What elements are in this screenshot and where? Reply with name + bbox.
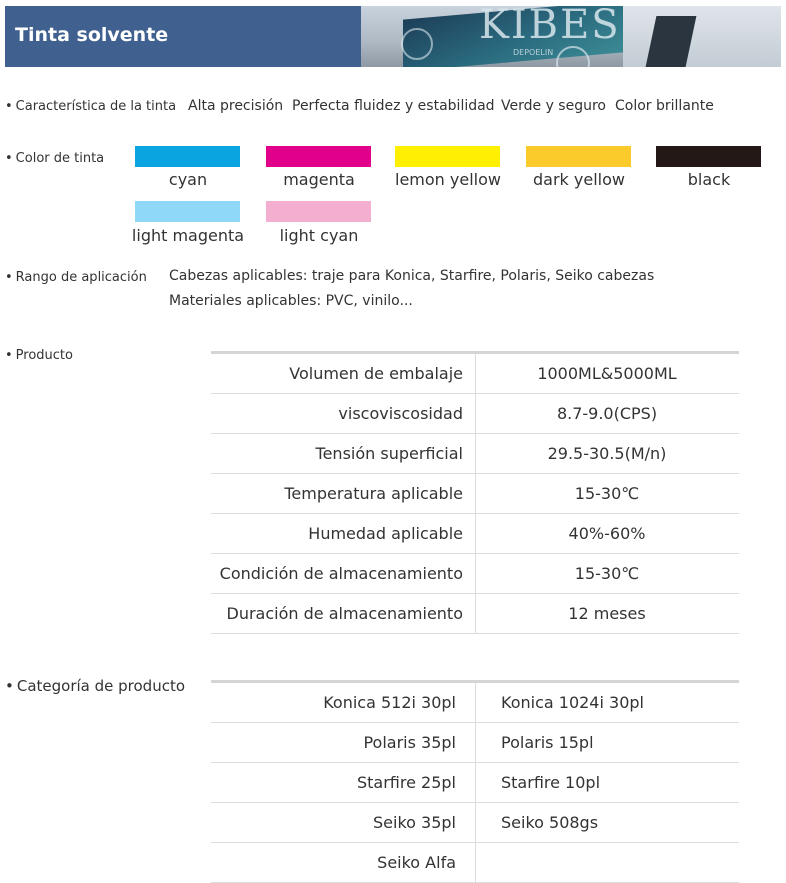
header-banner [5, 6, 781, 67]
category-item: Seiko 508gs [501, 813, 599, 832]
category-label: • Categoría de producto [5, 677, 186, 695]
table-row [211, 394, 739, 434]
application-label: • Rango de aplicación [5, 270, 147, 285]
spec-value: 15-30℃ [574, 484, 640, 503]
billboard-subtext: DEPOELIN [513, 48, 554, 57]
table-row [211, 803, 739, 843]
color-swatch [135, 146, 240, 167]
column-divider [475, 683, 476, 722]
table-row [211, 763, 739, 803]
column-divider [475, 803, 476, 842]
color-swatch-label: magenta [283, 170, 355, 189]
table-row [211, 434, 739, 474]
spec-value: 1000ML&5000ML [537, 364, 677, 383]
category-item: Seiko 35pl [373, 813, 456, 832]
table-row [211, 683, 739, 723]
color-swatch-label: black [687, 170, 731, 189]
table-row [211, 514, 739, 554]
features-label: • Característica de la tinta [5, 99, 177, 114]
spec-value: 15-30℃ [574, 564, 640, 583]
colors-label: • Color de tinta [5, 151, 105, 166]
category-item: Polaris 15pl [501, 733, 594, 752]
billboard-text: KIBES [479, 6, 621, 48]
table-row [211, 354, 739, 394]
page-title: Tinta solvente [15, 24, 169, 46]
feature-item: Verde y seguro [501, 98, 606, 114]
color-swatch [526, 146, 631, 167]
feature-item: Alta precisión [188, 98, 284, 114]
spec-name: Tensión superficial [315, 444, 463, 463]
product-specs-table [211, 351, 739, 634]
category-item: Konica 512i 30pl [323, 693, 456, 712]
table-row [211, 594, 739, 634]
color-swatch-label: dark yellow [533, 170, 625, 189]
table-row [211, 474, 739, 514]
photo-badge-left [401, 28, 433, 60]
feature-item: Perfecta fluidez y estabilidad [292, 98, 495, 114]
column-divider [475, 843, 476, 882]
spec-name: viscoviscosidad [338, 404, 463, 423]
category-item: Polaris 35pl [363, 733, 456, 752]
color-swatch-label: lemon yellow [395, 170, 501, 189]
column-divider [475, 723, 476, 762]
spec-name: Humedad aplicable [308, 524, 463, 543]
spec-name: Duración de almacenamiento [226, 604, 463, 623]
color-swatch [266, 146, 371, 167]
color-swatch [135, 201, 240, 222]
category-item: Starfire 25pl [356, 773, 456, 792]
category-item: Konica 1024i 30pl [501, 693, 644, 712]
column-divider [475, 763, 476, 802]
billboard-photo [361, 6, 781, 67]
spec-value: 8.7-9.0(CPS) [556, 404, 658, 423]
color-swatch [656, 146, 761, 167]
spec-value: 40%-60% [568, 524, 646, 543]
table-row [211, 843, 739, 883]
spec-value: 12 meses [568, 604, 646, 623]
application-materials: Materiales aplicables: PVC, vinilo... [169, 293, 413, 309]
spec-value: 29.5-30.5(M/n) [547, 444, 667, 463]
table-row [211, 723, 739, 763]
spec-name: Temperatura aplicable [284, 484, 463, 503]
color-swatch-label: light magenta [131, 226, 245, 245]
product-label: • Producto [5, 348, 73, 363]
feature-item: Color brillante [615, 98, 714, 114]
category-item: Starfire 10pl [501, 773, 601, 792]
table-row [211, 554, 739, 594]
product-category-table [211, 680, 739, 883]
color-swatch-label: light cyan [279, 226, 359, 245]
spec-name: Condición de almacenamiento [219, 564, 463, 583]
application-heads: Cabezas aplicables: traje para Konica, Starfire, Polaris, Seiko cabezas [169, 268, 655, 284]
spec-name: Volumen de embalaje [289, 364, 463, 383]
category-item: Seiko Alfa [377, 853, 456, 872]
color-swatch-label: cyan [168, 170, 208, 189]
color-swatch [266, 201, 371, 222]
color-swatch [395, 146, 500, 167]
category-item [501, 843, 701, 882]
